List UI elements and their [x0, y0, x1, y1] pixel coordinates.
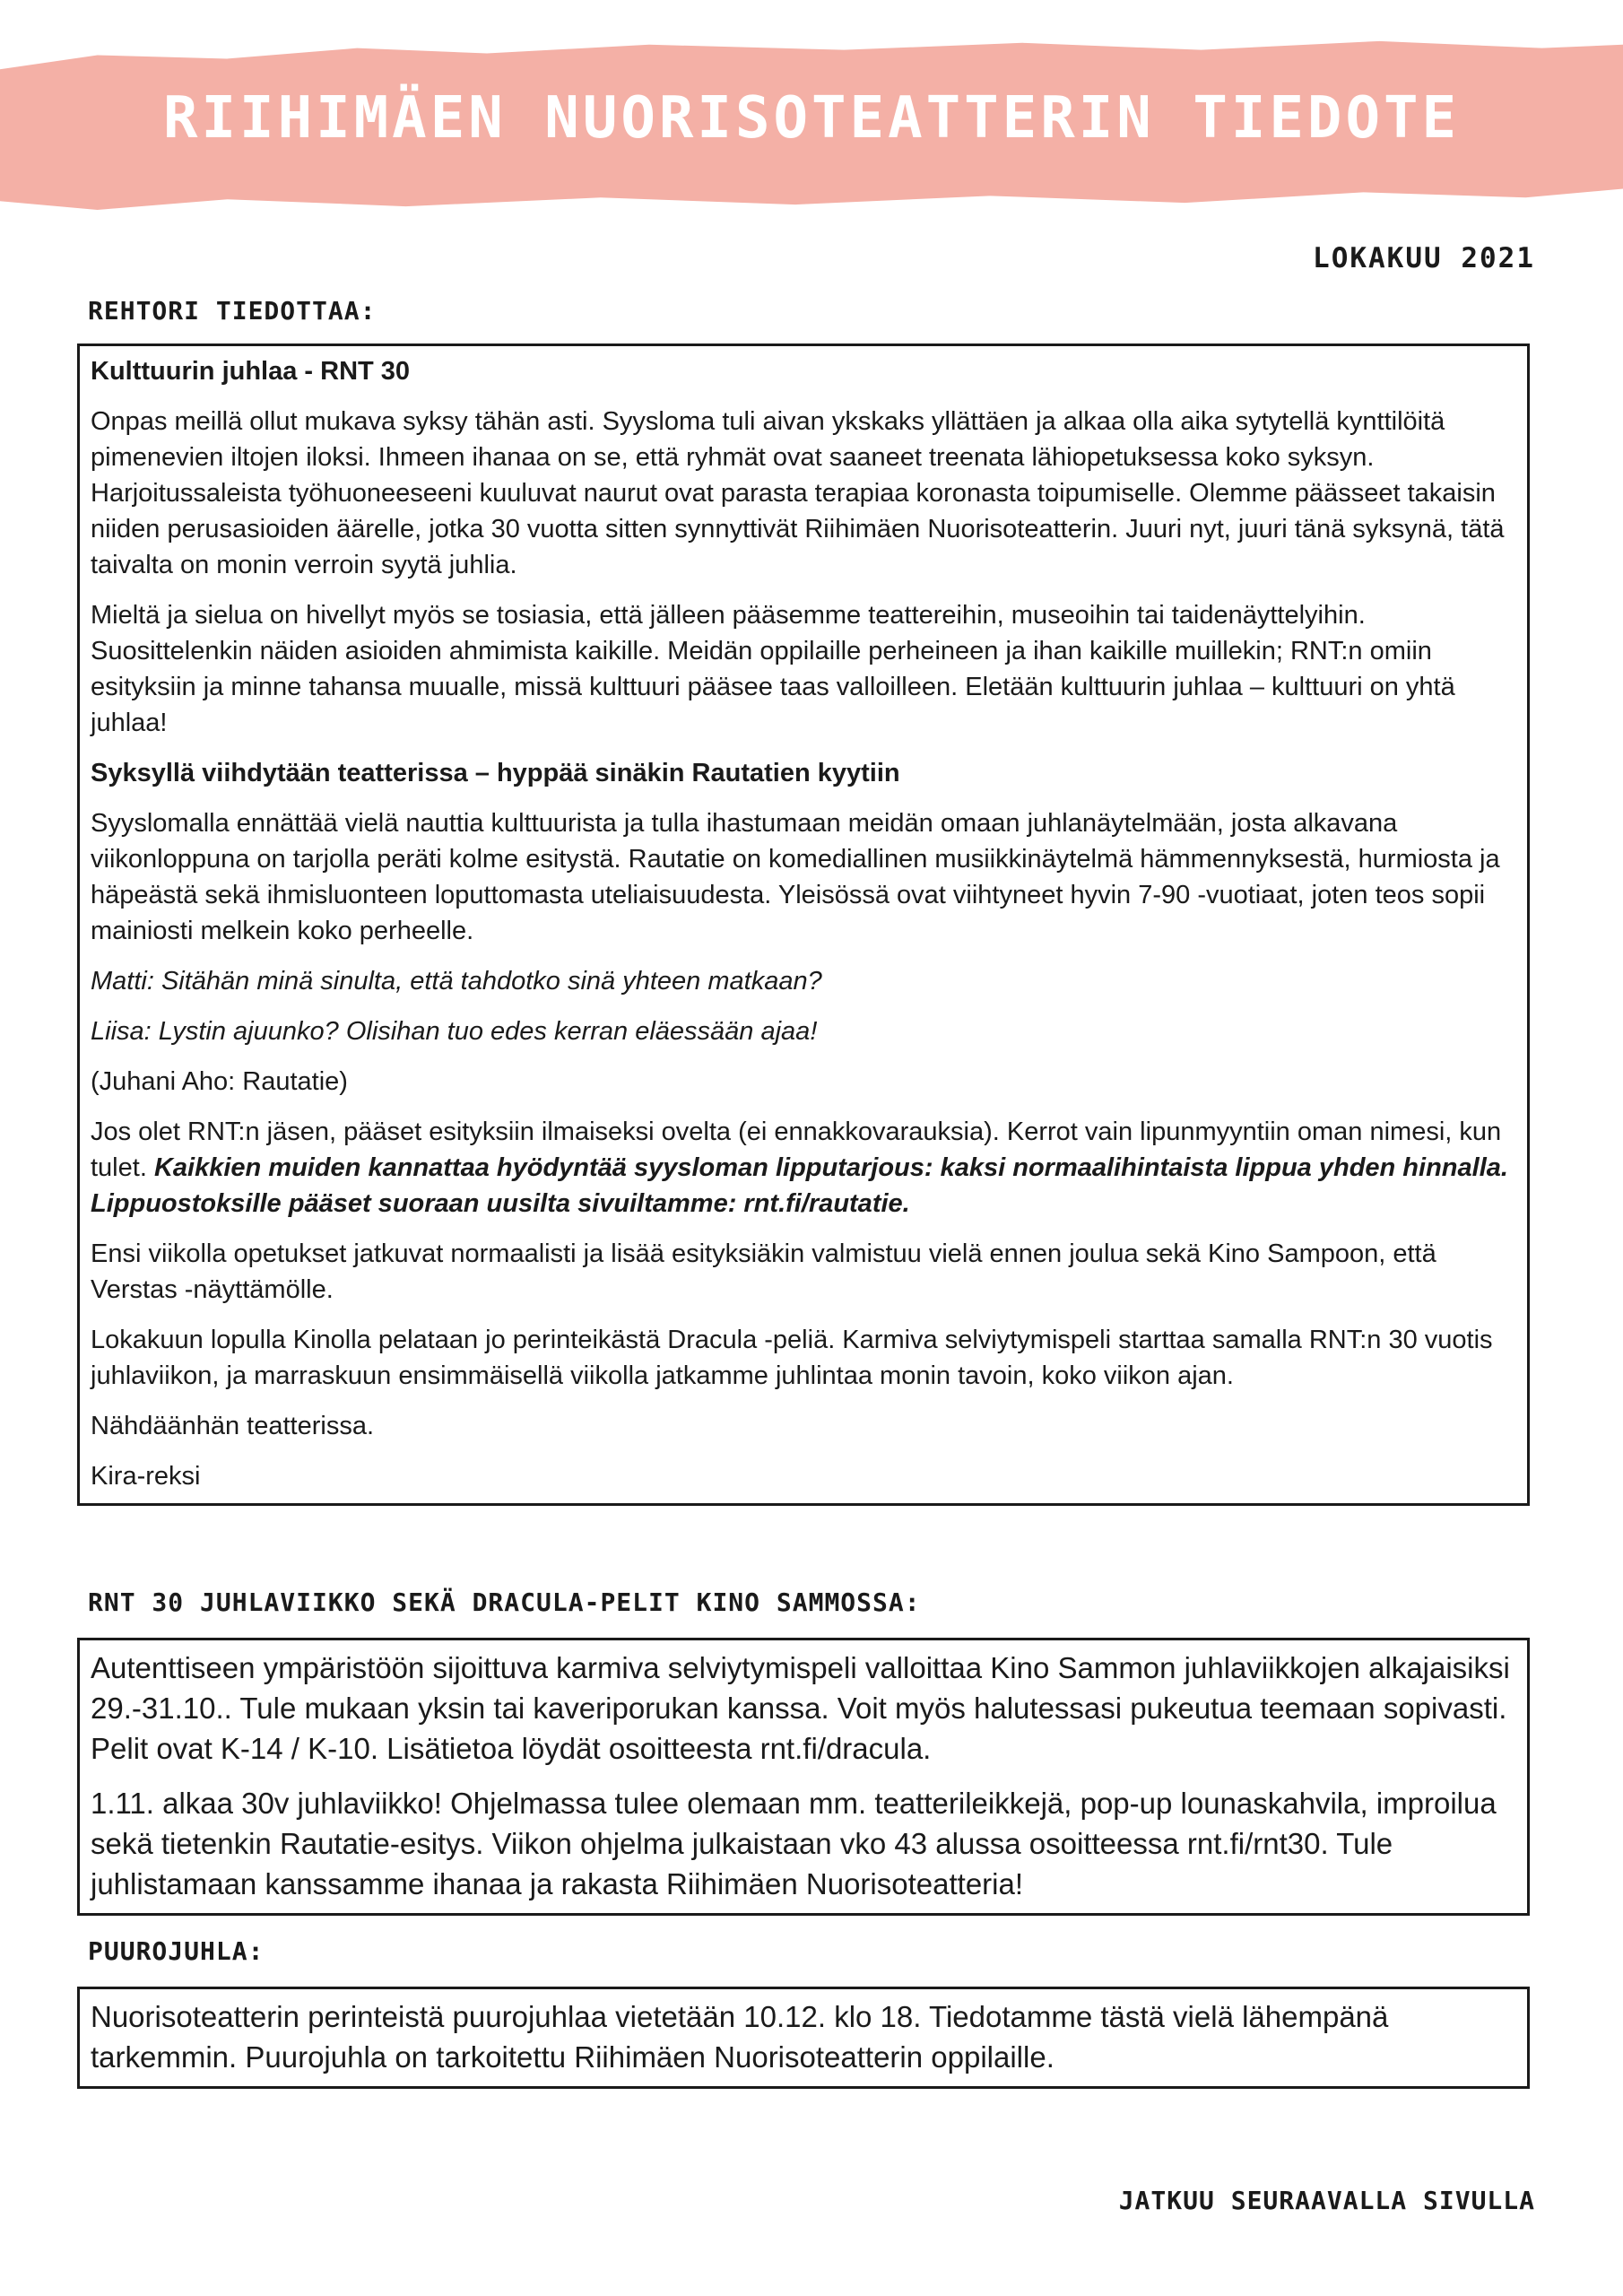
- paragraph: Syyslomalla ennättää vielä nauttia kulttuurista ja tulla ihastumaan meidän omaan juhlanäytelmään, josta alkavana viikonloppuna on tarjolla peräti kolme esitystä. Rautatie on komediallinen musiikkinäytelmä hämmennyksestä, hurmiosta ja häpeästä sekä ihmisluonteen loputtomasta uteliaisuudesta. Yleisössä ovat viihtyneet hyvin 7-90 -vuotiaat, joten teos sopii mainiosti melkein koko perheelle.: [91, 809, 1500, 945]
- tickets-offer-text: Kaikkien muiden kannattaa hyödyntää syysloman lipputarjous: kaksi normaalihintaista lippua yhden hinnalla. Lippuostoksille pääset suoraan uusilta sivuiltamme: rnt.fi/rautatie.: [91, 1153, 1508, 1218]
- section-heading-rehtori: REHTORI TIEDOTTAA:: [88, 296, 377, 326]
- paragraph: Onpas meillä ollut mukava syksy tähän asti. Syysloma tuli aivan ykskaks yllättäen ja alkaa olla aika sytytellä kynttilöitä pimenevien iltojen iloksi. Ihmeen ihanaa on se, että ryhmät ovat saaneet treenata lähiopetuksessa koko syksyn. Harjoitussaleista työhuoneeseeni kuuluvat naurut ovat parasta terapiaa koronasta toipumiselle. Olemme päässeet takaisin niiden perusasioiden äärelle, jotka 30 vuotta sitten synnyttivät Riihimäen Nuorisoteatterin. Juuri nyt, juuri tänä syksynä, tätä taivalta on monin verroin syytä juhlia.: [91, 407, 1505, 579]
- continues-next-page: JATKUU SEURAAVALLA SIVULLA: [1118, 2186, 1535, 2215]
- puurojuhla-box: [77, 1987, 1530, 2089]
- signature: Kira-reksi: [91, 1462, 201, 1491]
- paragraph: 1.11. alkaa 30v juhlaviikko! Ohjelmassa tulee olemaan mm. teatterileikkejä, pop-up lounaskahvila, improilua sekä tietenkin Rautatie-esitys. Viikon ohjelma julkaistaan vko 43 alussa osoitteessa rnt.fi/rnt30. Tule juhlistamaan kanssamme ihanaa ja rakasta Riihimäen Nuorisoteatteria!: [91, 1787, 1497, 1900]
- paragraph: Nuorisoteatterin perinteistä puurojuhlaa vietetään 10.12. klo 18. Tiedotamme tästä vielä lähempänä tarkemmin. Puurojuhla on tarkoitettu Riihimäen Nuorisoteatterin oppilaille.: [91, 2000, 1389, 2074]
- newsletter-title: RIIHIMÄEN NUORISOTEATTERIN TIEDOTE: [162, 85, 1461, 152]
- section-heading-juhlaviikko: RNT 30 JUHLAVIIKKO SEKÄ DRACULA-PELIT KINO SAMMOSSA:: [88, 1587, 921, 1617]
- issue-date: LOKAKUU 2021: [1313, 242, 1535, 274]
- paragraph-tickets: [91, 1114, 1516, 1222]
- paragraph: Ensi viikolla opetukset jatkuvat normaalisti ja lisää esityksiäkin valmistuu vielä ennen joulua sekä Kino Sampoon, että Verstas -näyttämölle.: [91, 1239, 1436, 1304]
- juhlaviikko-box: [77, 1638, 1530, 1916]
- article-subtitle: Syksyllä viihdytään teatterissa – hyppää sinäkin Rautatien kyytiin: [91, 759, 900, 787]
- paragraph: Mieltä ja sielua on hivellyt myös se tosiasia, että jälleen pääsemme teattereihin, museoihin tai taidenäyttelyihin. Suosittelenkin näiden asioiden ahmimista kaikille. Meidän oppilaille perheineen ja ihan kaikille muillekin; RNT:n omiin esityksiin ja minne tahansa muualle, missä kulttuuri pääsee taas valloilleen. Eletään kulttuurin juhlaa – kulttuuri on yhtä juhlaa!: [91, 601, 1455, 737]
- paragraph: Autenttiseen ympäristöön sijoittuva karmiva selviytymispeli valloittaa Kino Sammon juhlaviikkojen alkajaisiksi 29.-31.10.. Tule mukaan yksin tai kaveriporukan kanssa. Voit myös halutessasi pukeutua teemaan sopivasti. Pelit ovat K-14 / K-10. Lisätietoa löydät osoitteesta rnt.fi/dracula.: [91, 1651, 1510, 1765]
- section-heading-puurojuhla: PUUROJUHLA:: [88, 1936, 265, 1966]
- paragraph: Lokakuun lopulla Kinolla pelataan jo perinteikästä Dracula -peliä. Karmiva selviytymispeli starttaa samalla RNT:n 30 vuotis juhlaviikon, ja marraskuun ensimmäisellä viikolla jatkamme juhlintaa monin tavoin, koko viikon ajan.: [91, 1326, 1493, 1390]
- article-title: Kulttuurin juhlaa - RNT 30: [91, 357, 411, 386]
- quote-line: Matti: Sitähän minä sinulta, että tahdotko sinä yhteen matkaan?: [91, 967, 822, 996]
- quote-source: (Juhani Aho: Rautatie): [91, 1067, 348, 1096]
- tickets-plain-text: Jos olet RNT:n jäsen, pääset esityksiin ilmaiseksi ovelta (ei ennakkovarauksia). Kerrot vain lipunmyyntiin oman nimesi, kun tulet.: [91, 1118, 1502, 1182]
- rehtori-box: [77, 344, 1530, 1506]
- quote-line: Liisa: Lystin ajuunko? Olisihan tuo edes kerran eläessään ajaa!: [91, 1017, 818, 1046]
- closing-line: Nähdäänhän teatterissa.: [91, 1412, 374, 1440]
